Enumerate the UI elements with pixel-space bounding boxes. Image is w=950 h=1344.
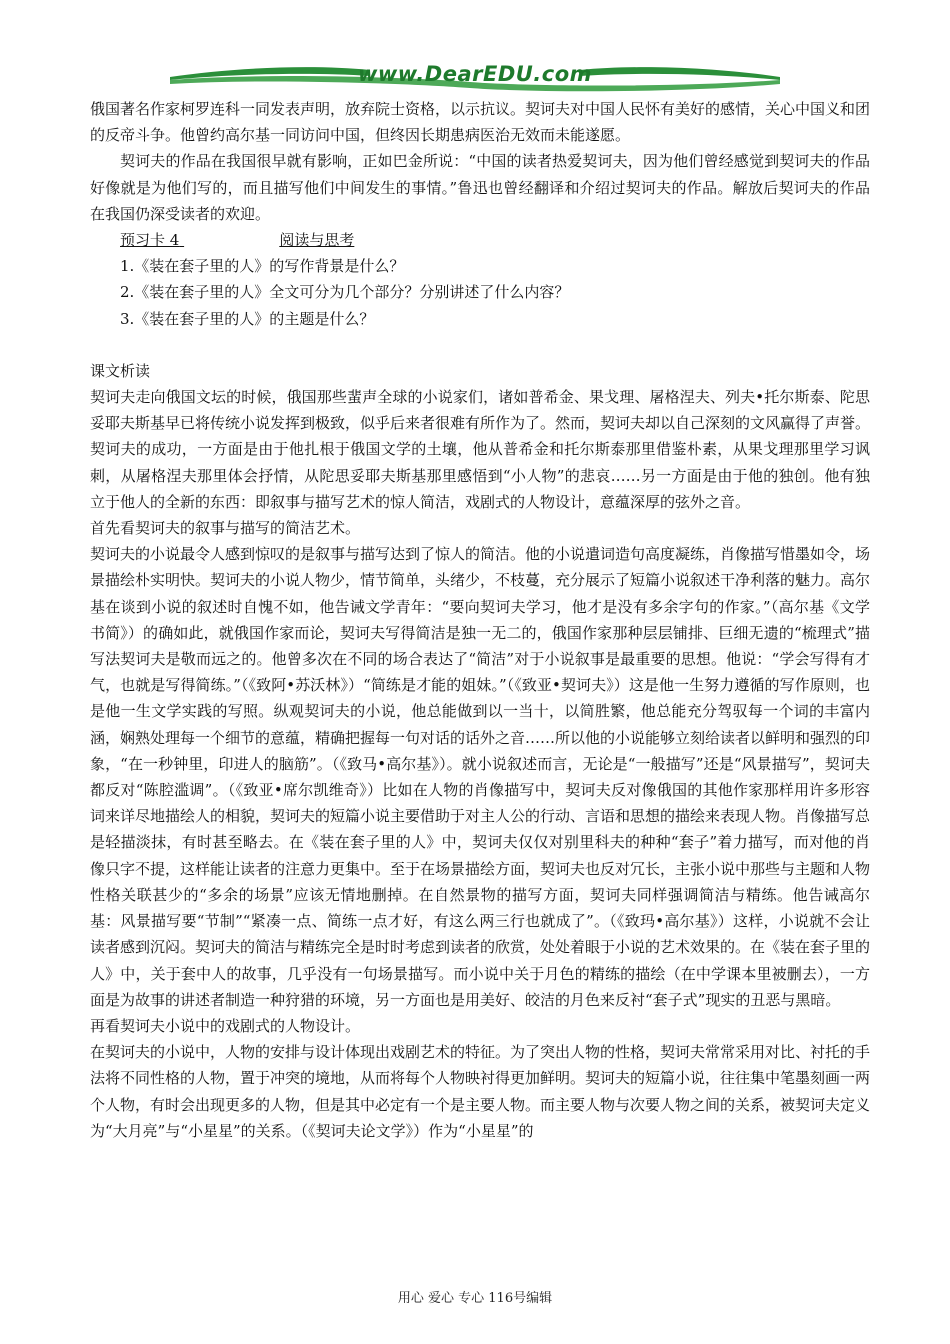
- section-heading: 课文析读: [90, 361, 151, 380]
- question-item: 1.《装在套子里的人》的写作背景是什么？: [120, 257, 405, 276]
- card-heading: 阅读与思考: [279, 231, 355, 250]
- paragraph: 再看契诃夫小说中的戏剧式的人物设计。: [90, 1016, 361, 1035]
- paragraph: 契诃夫走向俄国文坛的时候，俄国那些蜚声全球的小说家们，诸如普希金、果戈理、屠格涅夫、列夫•托尔斯泰、陀思妥耶夫斯基早已将传统小说发挥到极致，似乎后来者很难有所作为了。然而，契诃夫却以自己深刻的文风赢得了声誉。契诃夫的成功，一方面是由于他扎根于俄国文学的土壤，他从普希金和托尔斯泰那里借鉴朴素，从果戈理那里学习讽刺，从屠格涅夫那里体会抒情，从陀思妥耶夫斯基那里感悟到“小人物”的悲哀……另一方面是由于他的独创。他有独立于他人的全新的东西：即叙事与描写艺术的惊人简洁，戏剧式的人物设计，意蕴深厚的弦外之音。: [90, 388, 871, 511]
- paragraph: 契诃夫的作品在我国很早就有影响，正如巴金所说：“中国的读者热爱契诃夫，因为他们曾经感觉到契诃夫的作品好像就是为他们写的，而且描写他们中间发生的事情。”鲁迅也曾经翻译和介绍过契诃夫的作品。解放后契诃夫的作品在我国仍深受读者的欢迎。: [90, 152, 870, 223]
- paragraph: 在契诃夫的小说中，人物的安排与设计体现出戏剧艺术的特征。为了突出人物的性格，契诃夫常常采用对比、衬托的手法将不同性格的人物，置于冲突的境地，从而将每个人物映衬得更加鲜明。契诃夫的短篇小说，往往集中笔墨刻画一两个人物，有时会出现更多的人物，但是其中必定有一个是主要人物。而主要人物与次要人物之间的关系，被契诃夫定义为“大月亮”与“小星星”的关系。（《契诃夫论文学》）作为“小星星”的: [90, 1043, 871, 1140]
- blank-line: [90, 332, 870, 358]
- logo-text[interactable]: www.DearEDU.com: [357, 62, 593, 86]
- paragraph: 俄国著名作家柯罗连科一同发表声明，放弃院士资格，以示抗议。契诃夫对中国人民怀有美好的感情，关心中国义和团的反帝斗争。他曾约高尔基一同访问中国，但终因长期患病医治无效而未能遂愿。: [90, 100, 871, 145]
- question-item: 3.《装在套子里的人》的主题是什么？: [120, 309, 375, 328]
- preview-card-title: [90, 227, 870, 253]
- question-item: 2.《装在套子里的人》全文可分为几个部分？分别讲述了什么内容？: [120, 283, 570, 302]
- paragraph: 契诃夫的小说最令人感到惊叹的是叙事与描写达到了惊人的简洁。他的小说遣词造句高度凝练，肖像描写惜墨如令，场景描绘朴实明快。契诃夫的小说人物少，情节简单，头绪少，不枝蔓，充分展示了短篇小说叙述干净利落的魅力。高尔基在谈到小说的叙述时自愧不如，他告诫文学青年：“要向契诃夫学习，他才是没有多余字句的作家。”（高尔基《文学书简》）的确如此，就俄国作家而论，契诃夫写得简洁是独一无二的，俄国作家那种层层铺排、巨细无遗的“梳理式”描写法契诃夫是敬而远之的。他曾多次在不同的场合表达了“简洁”对于小说叙事是最重要的思想。他说：“学会写得有才气，也就是写得简练。”（《致阿•苏沃林》）“简练是才能的姐妹。”（《致亚•契诃夫》）这是他一生努力遵循的写作原则，也是他一生文学实践的写照。纵观契诃夫的小说，他总能做到以一当十，以简胜繁，他总能充分驾驭每一个词的丰富内涵，娴熟处理每一个细节的意蕴，精确把握每一句对话的话外之音……所以他的小说能够立刻给读者以鲜明和强烈的印象，“在一秒钟里，印进人的脑筋”。（《致马•高尔基》）。就小说叙述而言，无论是“一般描写”还是“风景描写”，契诃夫都反对“陈腔滥调”。（《致亚•席尔凯维奇》）比如在人物的肖像描写中，契诃夫反对像俄国的其他作家那样用许多形容词来详尽地描绘人的相貌，契诃夫的短篇小说主要借助于对主人公的行动、言语和思想的描绘来表现人物。肖像描写总是轻描淡抹，有时甚至略去。在《装在套子里的人》中，契诃夫仅仅对别里科夫的种种“套子”着力描写，而对他的肖像只字不提，这样能让读者的注意力更集中。至于在场景描绘方面，契诃夫也反对冗长，主张小说中那些与主题和人物性格关联甚少的“多余的场景”应该无情地删掉。在自然景物的描写方面，契诃夫同样强调简洁与精练。他告诫高尔基：风景描写要“节制”“紧凑一点、简练一点才好，有这么两三行也就成了”。（《致玛•高尔基》）这样，小说就不会让读者感到沉闷。契诃夫的简洁与精练完全是时时考虑到读者的欣赏，处处着眼于小说的艺术效果的。在《装在套子里的人》中，关于套中人的故事，几乎没有一句场景描写。而小说中关于月色的精练的描绘（在中学课本里被删去），一方面是为故事的讲述者制造一种狩猎的环境，另一方面也是用美好、皎洁的月色来反衬“套子式”现实的丑恶与黑暗。: [90, 545, 871, 1009]
- card-label: 预习卡 4: [120, 231, 180, 250]
- page-footer: 用心 爱心 专心 116号编辑: [397, 1291, 553, 1306]
- underline-gap: [179, 227, 279, 253]
- main-content: [90, 96, 870, 1144]
- site-header-logo: [170, 58, 780, 100]
- paragraph: 首先看契诃夫的叙事与描写的简洁艺术。: [90, 519, 361, 538]
